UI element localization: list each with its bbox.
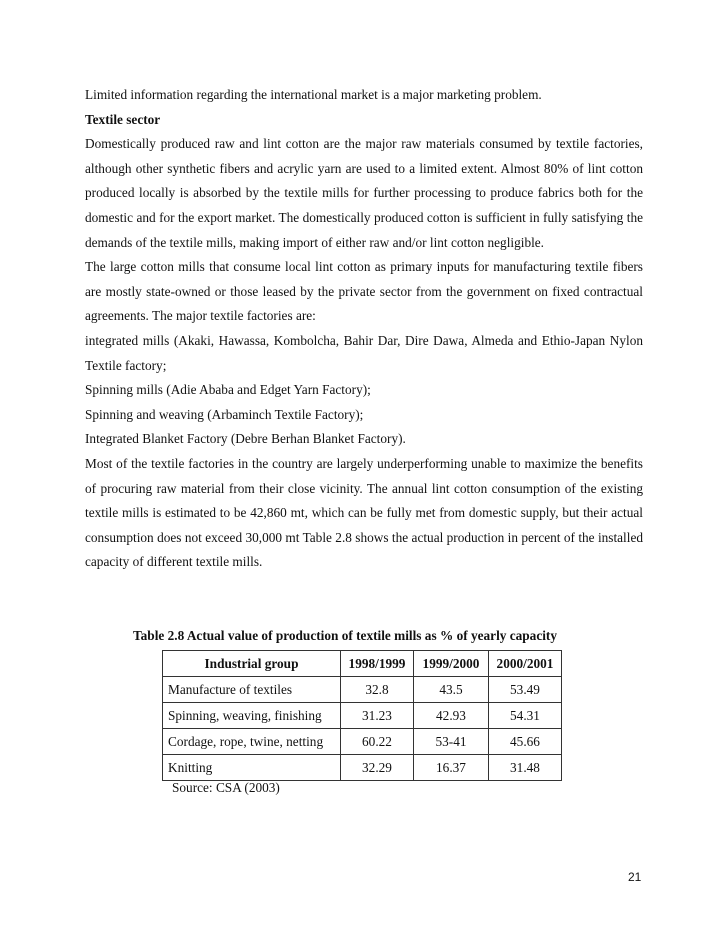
paragraph-raw-materials: Domestically produced raw and lint cotton are the major raw materials consumed by textile factories, although other synthetic fibers and acrylic yarn are used to a limited extent. Almost 80% of lint cotton produced locally is absorbed by the textile mills for further processing to produce fabrics both for the domestic and for the export market. The domestically produced cotton is sufficient in fully satisfying the demands of the textile mills, making import of either raw and/or lint cotton negligible. — [85, 136, 643, 250]
table-cell: 31.23 — [341, 703, 414, 729]
table-cell: 16.37 — [414, 755, 489, 781]
table-cell: 31.48 — [489, 755, 562, 781]
table-cell: 53.49 — [489, 677, 562, 703]
table-row — [163, 703, 562, 729]
table-header-row — [163, 651, 562, 677]
section-heading-textile: Textile sector — [85, 111, 161, 127]
list-item-blanket-factory: Integrated Blanket Factory (Debre Berhan Blanket Factory). — [85, 431, 406, 447]
paragraph-cotton-mills: The large cotton mills that consume local lint cotton as primary inputs for manufacturing textile fibers are mostly state-owned or those leased by the private sector from the government on fixed contractual agreements. The major textile factories are: — [85, 259, 643, 324]
table-cell: 32.29 — [341, 755, 414, 781]
header-industrial-group: Industrial group — [163, 651, 341, 677]
page-number: 21 — [628, 870, 642, 884]
table-cell: 60.22 — [341, 729, 414, 755]
table-source-note: Source: CSA (2003) — [172, 780, 280, 795]
paragraph-integrated-mills: integrated mills (Akaki, Hawassa, Kombolcha, Bahir Dar, Dire Dawa, Almeda and Ethio-Japan Nylon Textile factory; — [85, 332, 643, 373]
table-cell: Knitting — [163, 755, 341, 781]
paragraph-underperforming: Most of the textile factories in the country are largely underperforming unable to maximize the benefits of procuring raw material from their close vicinity. The annual lint cotton consumption of the existing textile mills is estimated to be 42,860 mt, which can be fully met from domestic supply, but their actual consumption does not exceed 30,000 mt Table 2.8 shows the actual production in percent of the installed capacity of different textile mills. — [85, 455, 643, 570]
header-1999-2000: 1999/2000 — [414, 651, 489, 677]
table-cell: 45.66 — [489, 729, 562, 755]
document-body — [85, 83, 643, 575]
list-item-spinning-weaving: Spinning and weaving (Arbaminch Textile Factory); — [85, 406, 364, 422]
header-1998-1999: 1998/1999 — [341, 651, 414, 677]
table-cell: Cordage, rope, twine, netting — [163, 729, 341, 755]
list-item-spinning-mills: Spinning mills (Adie Ababa and Edget Yarn Factory); — [85, 382, 371, 398]
table-cell: 54.31 — [489, 703, 562, 729]
paragraph-market-info: Limited information regarding the international market is a major marketing problem. — [85, 87, 542, 102]
production-table — [162, 650, 562, 781]
table-cell: Spinning, weaving, finishing — [163, 703, 341, 729]
table-row — [163, 677, 562, 703]
table-cell: 32.8 — [341, 677, 414, 703]
table-cell: Manufacture of textiles — [163, 677, 341, 703]
table-caption: Table 2.8 Actual value of production of textile mills as % of yearly capacity — [133, 628, 557, 643]
table-cell: 53-41 — [414, 729, 489, 755]
table-row — [163, 729, 562, 755]
table-cell: 42.93 — [414, 703, 489, 729]
table-row — [163, 755, 562, 781]
table-cell: 43.5 — [414, 677, 489, 703]
header-2000-2001: 2000/2001 — [489, 651, 562, 677]
